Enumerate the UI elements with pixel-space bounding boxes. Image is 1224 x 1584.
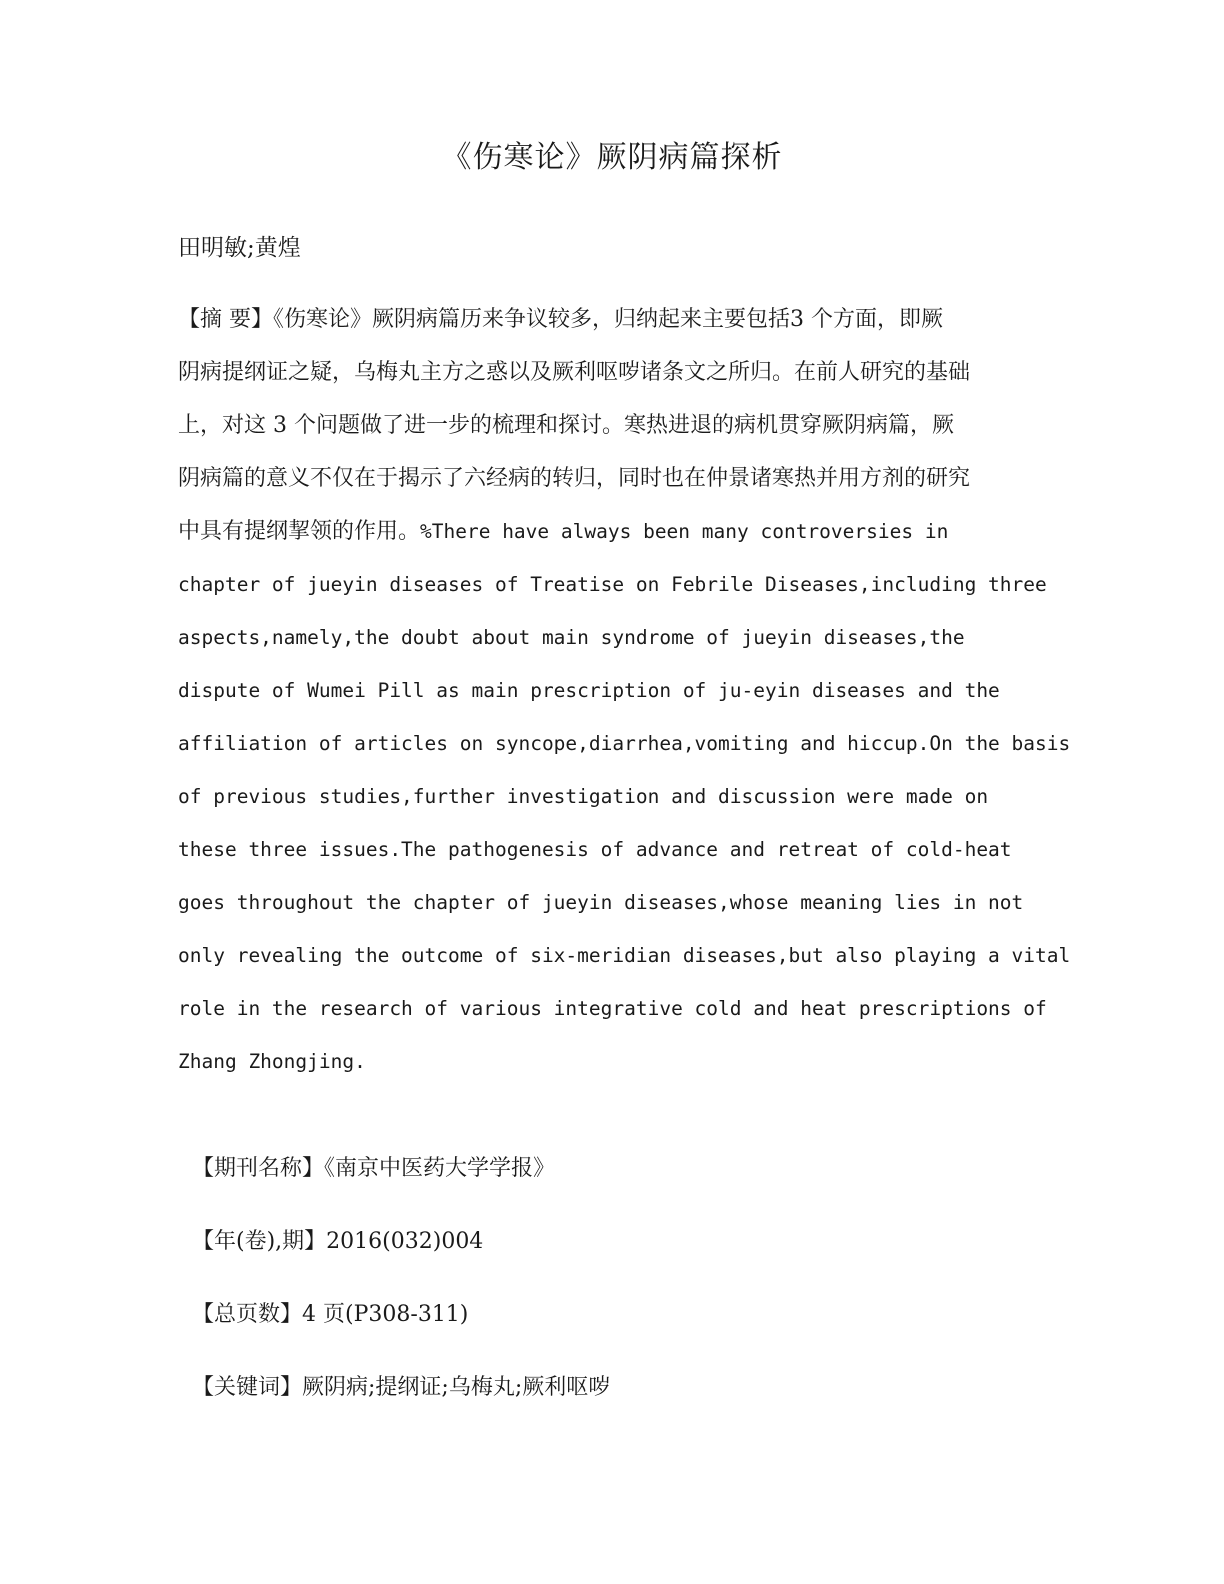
journal-value: 《南京中医药大学学报》 [324,1156,556,1181]
abstract-line-en: only revealing the outcome of six-meridian diseases,but also playing a vital [178,944,1071,967]
abstract-line: 【摘 要】《伤寒论》厥阴病篇历来争议较多，归纳起来主要包括3 个方面，即厥 [178,307,943,332]
keywords-field [178,1337,610,1405]
abstract-line-en: role in the research of various integrative cold and heat prescriptions of [178,997,1047,1020]
abstract-line-en: Zhang Zhongjing. [178,1050,366,1073]
abstract-line: 上，对这 3 个问题做了进一步的梳理和探讨。寒热进退的病机贯穿厥阴病篇，厥 [178,413,954,438]
document-title: 《伤寒论》厥阴病篇探析 [441,140,783,175]
journal-label: 【期刊名称】 [192,1156,325,1181]
abstract-line-en: dispute of Wumei Pill as main prescription of ju-eyin diseases and the [178,679,1000,702]
authors: 田明敏;黄煌 [178,235,301,261]
abstract-line-en: these three issues.The pathogenesis of advance and retreat of cold-heat [178,838,1012,861]
pages-field [178,1264,468,1332]
pages-value: 4 页(P308-311) [302,1302,469,1327]
keywords-label: 【关键词】 [192,1375,303,1400]
abstract-en-start: %There have always been many controversies in [420,520,949,543]
abstract-line-en: aspects,namely,the doubt about main syndrome of jueyin diseases,the [178,626,965,649]
abstract-line-en: of previous studies,further investigation and discussion were made on [178,785,989,808]
pages-label: 【总页数】 [192,1302,303,1327]
abstract-line-en: affiliation of articles on syncope,diarrhea,vomiting and hiccup.On the basis [178,732,1071,755]
abstract-line: 阴病提纲证之疑，乌梅丸主方之惑以及厥利呕哕诸条文之所归。在前人研究的基础 [178,360,971,385]
volume-value: 2016(032)004 [326,1229,484,1254]
abstract-line-en: goes throughout the chapter of jueyin diseases,whose meaning lies in not [178,891,1024,914]
journal-field [178,1118,555,1186]
abstract-line [178,515,948,549]
abstract-line: 阴病篇的意义不仅在于揭示了六经病的转归，同时也在仲景诸寒热并用方剂的研究 [178,466,971,491]
volume-field [178,1191,483,1259]
volume-label: 【年(卷),期】 [192,1229,327,1254]
keywords-value: 厥阴病;提纲证;乌梅丸;厥利呕哕 [302,1375,611,1400]
abstract-zh-tail: 中具有提纲挈领的作用。 [178,519,421,544]
abstract-line-en: chapter of jueyin diseases of Treatise on Febrile Diseases,including three [178,573,1047,596]
